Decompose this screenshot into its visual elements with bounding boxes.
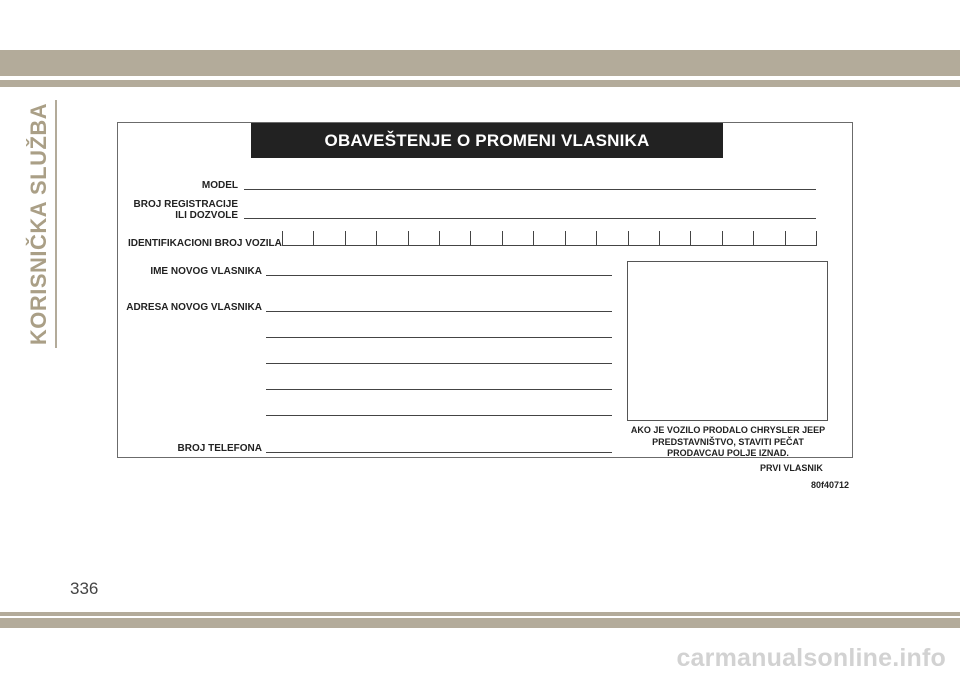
side-tab-rule [55,100,57,348]
registration-label-line2: ILI DOZVOLE [175,210,238,221]
phone-label: BROJ TELEFONA [177,443,262,454]
vin-box-divider [470,231,471,246]
vin-box-divider [753,231,754,246]
new-owner-name-line[interactable] [266,275,612,276]
vin-box-divider [785,231,786,246]
vin-box-divider [313,231,314,246]
section-side-tab-label: KORISNIČKA SLUŽBA [26,102,51,346]
vin-box-divider [565,231,566,246]
registration-field-line[interactable] [244,218,816,219]
address-line-4[interactable] [266,389,612,390]
watermark: carmanualsonline.info [676,644,946,672]
stamp-note-line: AKO JE VOZILO PRODALO CHRYSLER JEEP [630,425,826,435]
dealer-stamp-box[interactable] [627,261,828,421]
vin-box-divider [628,231,629,246]
figure-code: 80f40712 [811,480,850,490]
first-owner-caption: PRVI VLASNIK [760,463,823,473]
section-side-tab [24,100,54,348]
phone-field-line[interactable] [266,452,612,453]
stamp-note-line: PREDSTAVNIŠTVO, STAVITI PEČAT [652,436,804,447]
top-decorative-stripe [0,80,960,87]
stamp-note [618,425,838,460]
model-label: MODEL [201,180,238,191]
page-number: 336 [70,579,99,598]
registration-label-line1: BROJ REGISTRACIJE [133,199,238,210]
bottom-decorative-stripe [0,612,960,616]
address-line-5[interactable] [266,415,612,416]
vin-box-divider [533,231,534,246]
vin-box-divider [408,231,409,246]
vin-box-divider [345,231,346,246]
top-decorative-band [0,50,960,76]
vin-box-divider [690,231,691,246]
form-title: OBAVEŠTENJE O PROMENI VLASNIKA [251,123,723,158]
ownership-change-form [117,122,853,458]
address-line-2[interactable] [266,337,612,338]
stamp-note-line: PRODAVCAU POLJE IZNAD. [667,448,789,458]
model-field-line[interactable] [244,189,816,190]
vin-box-divider [502,231,503,246]
new-owner-address-label: ADRESA NOVOG VLASNIKA [126,302,262,313]
new-owner-name-label: IME NOVOG VLASNIKA [150,266,262,277]
vin-box-divider [659,231,660,246]
vin-box-divider [596,231,597,246]
vin-box-divider [282,231,283,246]
address-line-3[interactable] [266,363,612,364]
vin-box-divider [722,231,723,246]
vin-label: IDENTIFIKACIONI BROJ VOZILA [128,238,282,249]
bottom-decorative-band [0,618,960,628]
vin-box-divider [376,231,377,246]
vin-box-divider [439,231,440,246]
vin-field-line[interactable] [282,245,816,246]
address-line-1[interactable] [266,311,612,312]
vin-box-divider [816,231,817,246]
